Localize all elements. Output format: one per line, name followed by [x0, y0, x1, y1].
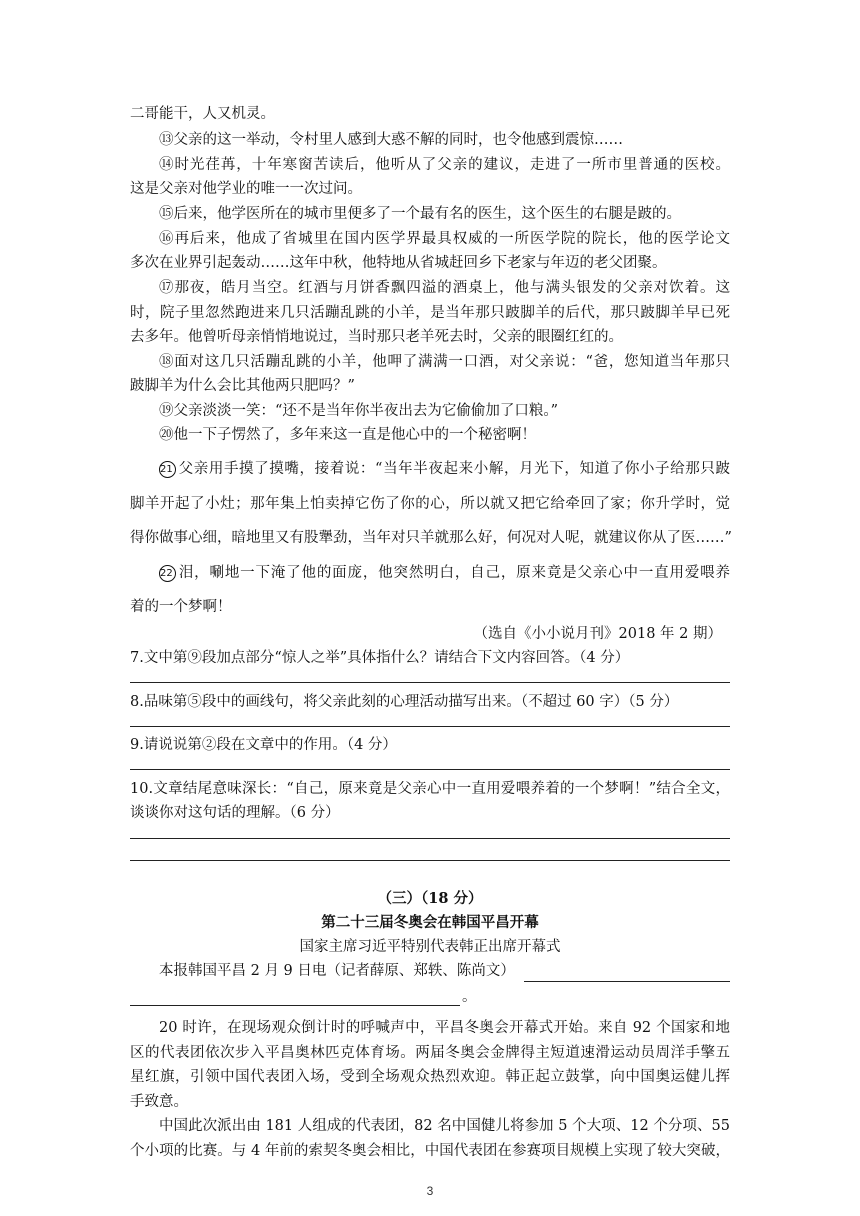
article-paragraph-1-line4: 手致意。 [130, 1094, 188, 1110]
dateline-period: 。 [462, 989, 477, 1005]
article-subtitle: 国家主席习近平特别代表韩正出席开幕式 [299, 939, 561, 955]
story-source: （选自《小小说月刊》2018 年 2 期） [473, 626, 722, 642]
story-paragraph-18-line1: ⑱面对这几只活蹦乱跳的小羊，他呷了满满一口酒，对父亲说：“爸，您知道当年那只 [159, 354, 730, 370]
story-paragraph-13: ⑬父亲的这一举动，令村里人感到大惑不解的同时，也令他感到震惊…… [159, 132, 623, 148]
paragraph-number-22: 22 [159, 565, 176, 582]
story-paragraph-21-line3: 得你做事心细，暗地里又有股犟劲，当年对只羊就那么好，何况对人呢，就建议你从了医……” [130, 530, 732, 546]
answer-line-q7[interactable] [130, 682, 730, 683]
story-paragraph-14-line2: 这是父亲对他学业的唯一一次过问。 [130, 181, 362, 197]
paragraph-22-text: 泪，唰地一下淹了他的面庞，他突然明白，自己，原来竟是父亲心中一直用爱喂养 [178, 565, 730, 581]
answer-line-q9[interactable] [130, 769, 730, 770]
story-paragraph-tail: 二哥能干，人又机灵。 [130, 106, 275, 122]
fill-blank-line-1[interactable] [524, 981, 730, 982]
story-paragraph-15: ⑮后来，他学医所在的城市里便多了一个最有名的医生，这个医生的右腿是跛的。 [159, 206, 681, 222]
article-paragraph-2-line2: 个小项的比赛。与 4 年前的索契冬奥会相比，中国代表团在参赛项目规模上实现了较大突破， [130, 1143, 730, 1159]
story-paragraph-18-line2: 跛脚羊为什么会比其他两只肥吗？” [130, 378, 355, 394]
fill-blank-line-2[interactable] [130, 1005, 460, 1006]
question-10-line2: 谈谈你对这句话的理解。（6 分） [130, 805, 340, 821]
story-paragraph-22-line2: 着的一个梦啊！ [130, 599, 232, 615]
article-title: 第二十三届冬奥会在韩国平昌开幕 [321, 914, 539, 931]
paragraph-number-21: 21 [159, 461, 176, 478]
story-paragraph-20: ⑳他一下子愣然了，多年来这一直是他心中的一个秘密啊！ [159, 427, 536, 443]
page-number: 3 [426, 1184, 434, 1198]
story-paragraph-16-line1: ⑯再后来，他成了省城里在国内医学界最具权威的一所医学院的院长，他的医学论文 [159, 231, 730, 247]
story-paragraph-22-line1 [159, 563, 730, 583]
story-paragraph-21-line1 [159, 459, 730, 479]
answer-line-q8[interactable] [130, 726, 730, 727]
question-7: 7.文中第⑨段加点部分“惊人之举”具体指什么？请结合下文内容回答。（4 分） [130, 650, 630, 666]
question-8: 8.品味第⑤段中的画线句，将父亲此刻的心理活动描写出来。（不超过 60 字）（5 分） [130, 694, 679, 710]
story-paragraph-14-line1: ⑭时光荏苒，十年寒窗苦读后，他听从了父亲的建议，走进了一所市里普通的医校。 [159, 157, 730, 173]
story-paragraph-16-line2: 多次在业界引起轰动……这年中秋，他特地从省城赶回乡下老家与年迈的老父团聚。 [130, 255, 667, 271]
story-paragraph-17-line3: 去多年。他曾听母亲悄悄地说过，当时那只老羊死去时，父亲的眼圈红红的。 [130, 329, 623, 345]
article-paragraph-1-line1: 20 时许，在现场观众倒计时的呼喊声中，平昌冬奥会开幕式开始。来自 92 个国家和地 [159, 1020, 730, 1036]
answer-line-q10-2[interactable] [130, 860, 730, 861]
section-heading: （三）（18 分） [377, 890, 483, 907]
story-paragraph-21-line2: 脚羊开起了小灶；那年集上怕卖掉它伤了你的心，所以就又把它给牵回了家；你升学时，觉 [130, 496, 730, 512]
article-paragraph-2-line1: 中国此次派出由 181 人组成的代表团，82 名中国健儿将参加 5 个大项、12 个分项、55 [159, 1118, 730, 1134]
article-dateline: 本报韩国平昌 2 月 9 日电（记者薛原、郑轶、陈尚文） [159, 963, 515, 979]
question-10-line1: 10.文章结尾意味深长：“自己，原来竟是父亲心中一直用爱喂养着的一个梦啊！”结合全文， [130, 781, 730, 797]
story-paragraph-17-line1: ⑰那夜，皓月当空。红酒与月饼香飘四溢的酒桌上，他与满头银发的父亲对饮着。这 [159, 280, 730, 296]
article-paragraph-1-line3: 星红旗，引领中国代表团入场，受到全场观众热烈欢迎。韩正起立鼓掌，向中国奥运健儿挥 [130, 1069, 730, 1085]
story-paragraph-19: ⑲父亲淡淡一笑：“还不是当年你半夜出去为它偷偷加了口粮。” [159, 403, 559, 419]
article-paragraph-1-line2: 区的代表团依次步入平昌奥林匹克体育场。两届冬奥会金牌得主短道速滑运动员周洋手擎五 [130, 1045, 730, 1061]
story-paragraph-17-line2: 时，院子里忽然跑进来几只活蹦乱跳的小羊，是当年那只跛脚羊的后代，那只跛脚羊早已死 [130, 305, 730, 321]
paragraph-21-text: 父亲用手摸了摸嘴，接着说：“当年半夜起来小解，月光下，知道了你小子给那只跛 [178, 461, 730, 477]
answer-line-q10-1[interactable] [130, 838, 730, 839]
question-9: 9.请说说第②段在文章中的作用。（4 分） [130, 737, 397, 753]
